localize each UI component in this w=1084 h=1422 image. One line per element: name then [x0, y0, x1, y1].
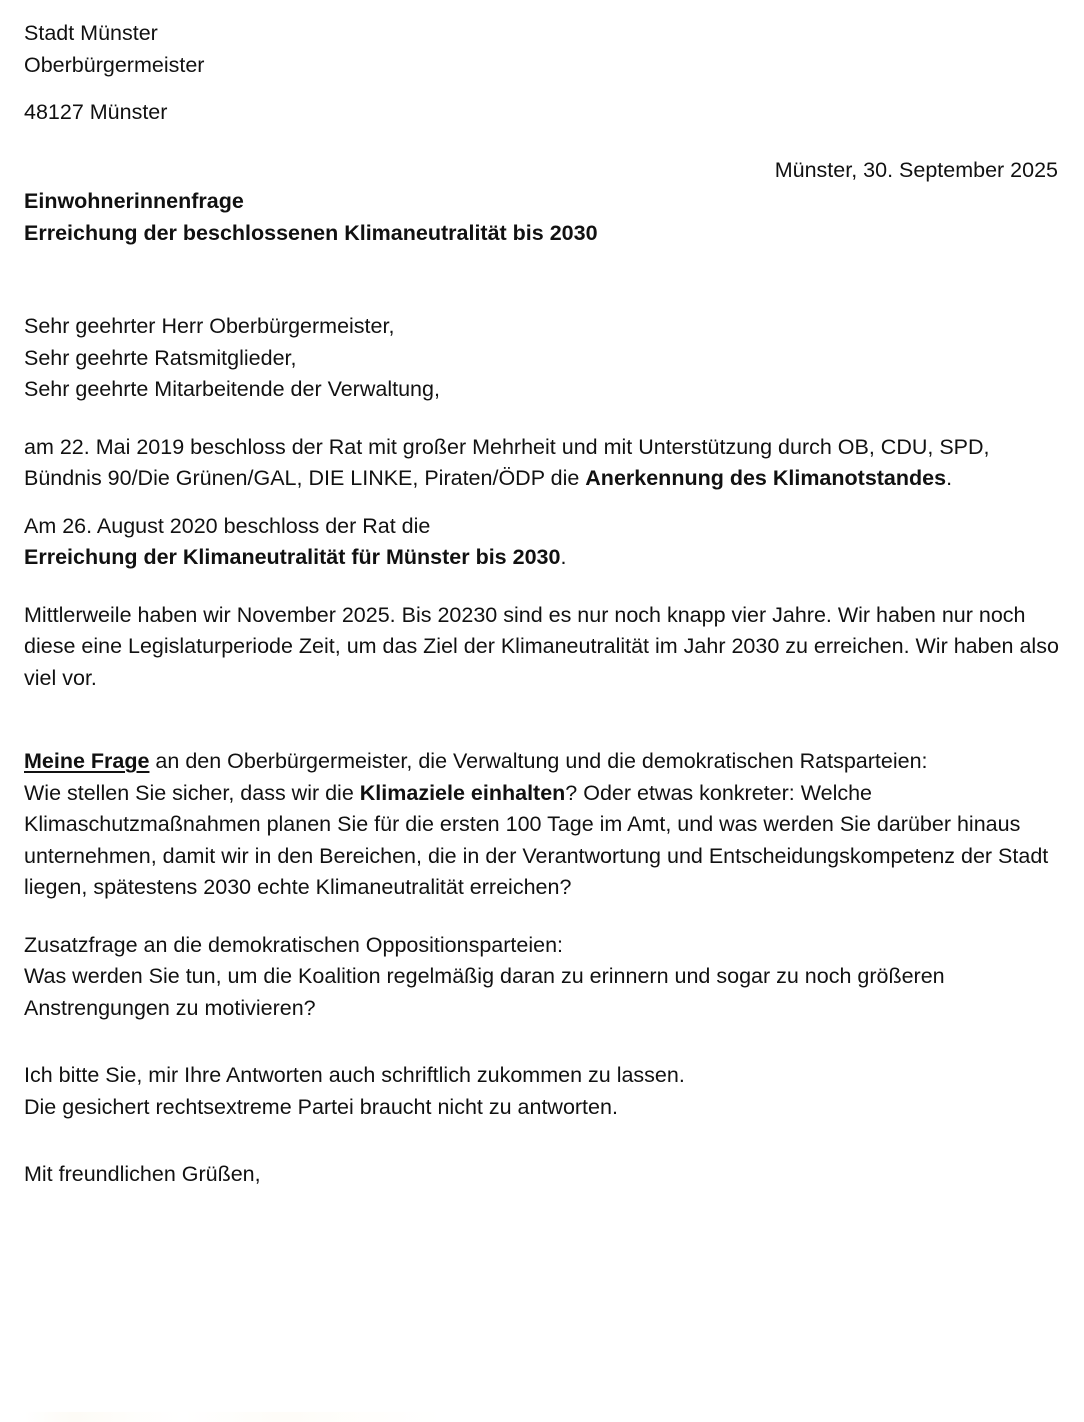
closing-request-line-2: Die gesichert rechtsextreme Partei braucht nicht zu antworten. [24, 1094, 618, 1119]
recipient-address [24, 18, 1070, 81]
paragraph-2-text-after: . [560, 545, 567, 569]
paragraph-2-text-before: Am 26. August 2020 beschloss der Rat die [24, 513, 431, 538]
main-question-emphasis: Meine Frage [24, 749, 150, 773]
main-question-lead [24, 746, 1070, 778]
follow-up-question-body: Was werden Sie tun, um die Koalition regelmäßig daran zu erinnern und sogar zu noch größeren Anstrengungen zu motivieren? [24, 964, 945, 1020]
salutation-line-2: Sehr geehrte Ratsmitglieder, [24, 345, 297, 370]
spacer [24, 406, 1070, 432]
paragraph-1-text-after: . [946, 466, 953, 490]
main-question-body-after: ? Oder etwas konkreter: Welche Klimaschutzmaßnahmen planen Sie für die ersten 100 Tage im Amt, und was werden Sie darüber hinaus unternehmen, damit wir in den Bereichen, die in der Verantwortung und Entscheidungskompetenz der Stadt liegen, spätestens 2030 echte Klimaneutralität erreichen? [24, 780, 1049, 899]
signature-image-cropped [24, 1412, 444, 1422]
recipient-postal: 48127 Münster [24, 100, 168, 124]
date-line: Münster, 30. September 2025 [774, 157, 1058, 182]
paragraph-2-bold: Erreichung der Klimaneutralität für Münster bis 2030 [24, 545, 561, 569]
subject-block [24, 186, 1070, 249]
recipient-organisation: Stadt Münster [24, 21, 158, 45]
paragraph-1-text-before: am 22. Mai 2019 beschloss der Rat mit großer Mehrheit und mit Unterstützung durch OB, CDU, SPD, Bündnis 90/Die Grünen/GAL, DIE LINKE, Piraten/ÖDP die [24, 434, 990, 490]
valediction: Mit freundlichen Grüßen, [24, 1162, 261, 1186]
closing-request-line-1: Ich bitte Sie, mir Ihre Antworten auch schriftlich zukommen zu lassen. [24, 1063, 685, 1087]
paragraph-klimanotstand [24, 432, 1070, 495]
spacer [24, 249, 1070, 311]
salutation-block [24, 311, 1070, 406]
follow-up-question-heading: Zusatzfrage an die demokratischen Oppositionsparteien: [24, 932, 564, 957]
paragraph-1-bold: Anerkennung des Klimanotstandes [585, 466, 947, 490]
main-question-lead-rest: an den Oberbürgermeister, die Verwaltung und die demokratischen Ratsparteien: [149, 749, 928, 773]
spacer [24, 495, 1070, 511]
spacer [24, 81, 1070, 97]
main-question-body-before: Wie stellen Sie sicher, dass wir die [24, 780, 360, 805]
spacer [24, 904, 1070, 930]
closing-request-block [24, 1060, 1070, 1123]
paragraph-zeitrahmen: Mittlerweile haben wir November 2025. Bis 20230 sind es nur noch knapp vier Jahre. Wir haben nur noch diese eine Legislaturperiode Zeit, um das Ziel der Klimaneutralität im Jahr 2030 zu erreichen. Wir haben also viel vor. [24, 602, 1059, 690]
spacer [24, 574, 1070, 600]
spacer [24, 1123, 1070, 1159]
main-question-body-bold: Klimaziele einhalten [359, 780, 566, 805]
salutation-line-3: Sehr geehrte Mitarbeitende der Verwaltung, [24, 377, 440, 401]
follow-up-question-block [24, 930, 1070, 1025]
spacer [24, 1024, 1070, 1060]
main-question-body [24, 778, 1070, 904]
paragraph-klimaneutralitaet [24, 511, 1070, 574]
spacer [24, 694, 1070, 746]
salutation-line-1: Sehr geehrter Herr Oberbürgermeister, [24, 314, 395, 338]
subject-line-2: Erreichung der beschlossenen Klimaneutralität bis 2030 [24, 220, 598, 245]
recipient-office: Oberbürgermeister [24, 52, 205, 77]
main-question-block [24, 746, 1070, 904]
letter-body [24, 18, 1070, 1191]
spacer [24, 129, 1070, 155]
subject-line-1: Einwohnerinnenfrage [24, 189, 244, 213]
